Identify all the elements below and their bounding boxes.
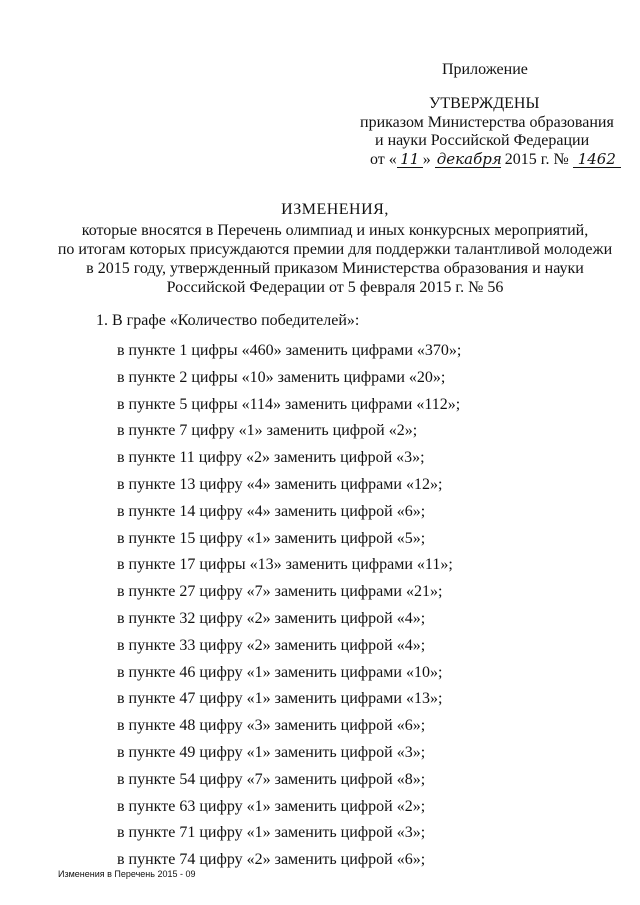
handwritten-month: декабря bbox=[436, 150, 502, 168]
document-title: ИЗМЕНЕНИЯ, bbox=[281, 201, 389, 218]
list-item: в пункте 17 цифры «13» заменить цифрами «11»; bbox=[117, 556, 453, 574]
amendment-list bbox=[117, 338, 597, 874]
list-item: в пункте 32 цифру «2» заменить цифрой «4»; bbox=[117, 609, 426, 627]
list-item: в пункте 15 цифру «1» заменить цифрой «5»; bbox=[117, 529, 426, 547]
order-line-2: и науки Российской Федерации bbox=[375, 132, 590, 149]
list-item: в пункте 47 цифру «1» заменить цифрами «13»; bbox=[117, 690, 443, 708]
page-footer: Изменения в Перечень 2015 - 09 bbox=[58, 869, 196, 879]
section-intro: 1. В графе «Количество победителей»: bbox=[96, 312, 360, 329]
list-item: в пункте 11 цифру «2» заменить цифрой «3»; bbox=[117, 449, 425, 467]
list-item: в пункте 27 цифру «7» заменить цифрами «21»; bbox=[117, 583, 443, 601]
order-date-line bbox=[370, 150, 621, 169]
subtitle-line: Российской Федерации от 5 февраля 2015 г. № 56 bbox=[166, 279, 504, 296]
list-item: в пункте 14 цифру «4» заменить цифрой «6»; bbox=[117, 502, 426, 520]
list-item: в пункте 13 цифру «4» заменить цифрами «12»; bbox=[117, 475, 443, 493]
list-item: в пункте 7 цифру «1» заменить цифрой «2»; bbox=[117, 422, 418, 440]
list-item: в пункте 46 цифру «1» заменить цифрами «10»; bbox=[117, 663, 443, 681]
appendix-label: Приложение bbox=[442, 61, 528, 78]
document-title-block bbox=[40, 200, 630, 297]
list-item: в пункте 63 цифру «1» заменить цифрой «2»; bbox=[117, 797, 426, 815]
list-item: в пункте 54 цифру «7» заменить цифрой «8»; bbox=[117, 770, 426, 788]
handwritten-order-number: 1462 bbox=[573, 152, 621, 168]
list-item: в пункте 33 цифру «2» заменить цифрой «4»; bbox=[117, 636, 426, 654]
list-item: в пункте 74 цифру «2» заменить цифрой «6»; bbox=[117, 851, 426, 869]
subtitle-line: в 2015 году, утвержденный приказом Министерства образования и науки bbox=[86, 260, 584, 277]
order-line-1: приказом Министерства образования bbox=[360, 114, 614, 131]
list-item: в пункте 1 цифры «460» заменить цифрами «370»; bbox=[117, 342, 462, 359]
list-item: в пункте 49 цифру «1» заменить цифрой «3»; bbox=[117, 743, 426, 761]
handwritten-day: 11 bbox=[397, 152, 423, 168]
date-year: 2015 г. № bbox=[504, 151, 569, 168]
list-item: в пункте 2 цифры «10» заменить цифрами «20»; bbox=[117, 368, 446, 386]
subtitle-line: которые вносятся в Перечень олимпиад и иных конкурсных мероприятий, bbox=[81, 222, 589, 239]
list-item: в пункте 71 цифру «1» заменить цифрой «3»; bbox=[117, 824, 426, 842]
approved-heading: УТВЕРЖДЕНЫ bbox=[429, 95, 540, 112]
list-item: в пункте 48 цифру «3» заменить цифрой «6»; bbox=[117, 717, 426, 735]
list-item: в пункте 5 цифры «114» заменить цифрами «112»; bbox=[117, 395, 461, 413]
date-prefix: от « bbox=[370, 151, 397, 168]
subtitle-line: по итогам которых присуждаются премии для поддержки талантливой молодежи bbox=[57, 241, 613, 258]
date-mid: » bbox=[422, 151, 431, 168]
